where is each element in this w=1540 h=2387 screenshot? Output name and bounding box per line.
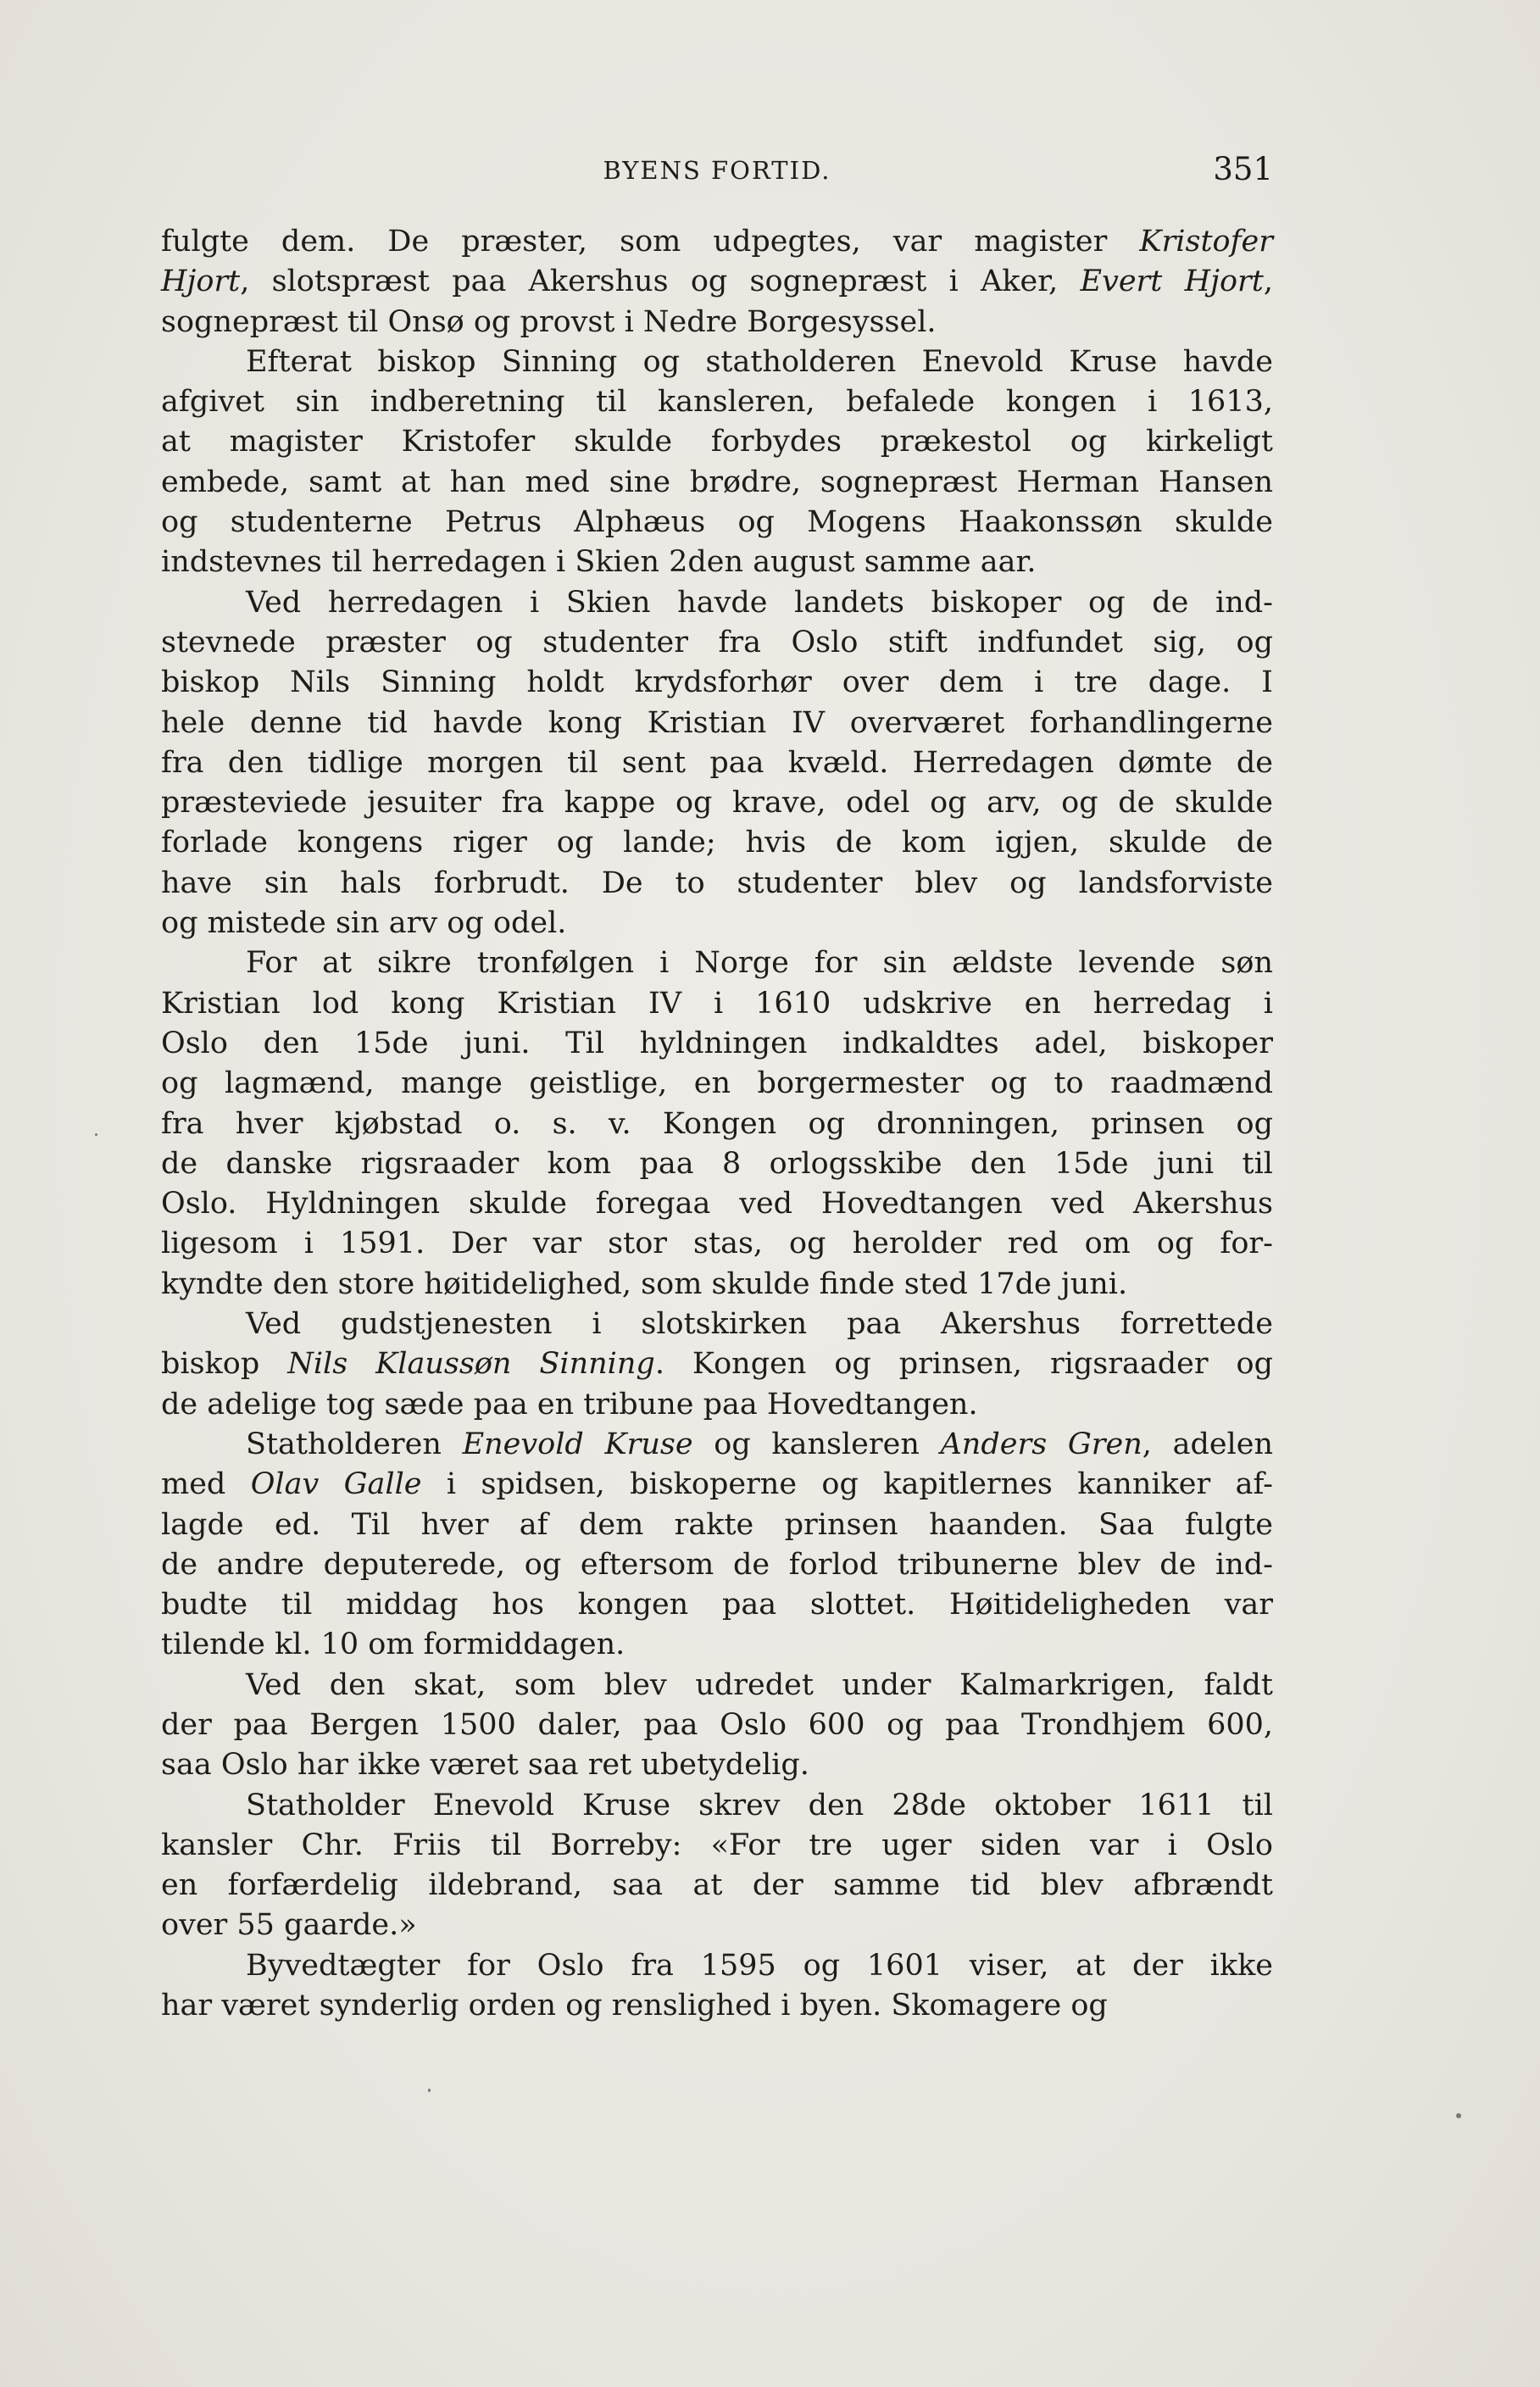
text-line — [161, 342, 1273, 382]
text-line — [161, 1866, 1273, 1906]
text-line — [161, 904, 1273, 943]
text-segment: biskop — [161, 1347, 288, 1382]
scan-speck — [95, 1133, 97, 1136]
text-segment: i spidsen, biskoperne og kapitlernes kanniker af- — [421, 1467, 1273, 1502]
text-segment: have sin hals forbrudt. De to studenter blev og landsforviste — [161, 865, 1273, 900]
text-segment: og kansleren — [692, 1427, 941, 1461]
italic-name: Evert Hjort — [1080, 264, 1264, 299]
text-line — [161, 984, 1273, 1024]
text-segment: , — [1263, 264, 1273, 299]
page-number: 351 — [1213, 151, 1273, 187]
text-line — [161, 583, 1273, 623]
text-segment: saa Oslo har ikke været saa ret ubetydelig. — [161, 1748, 809, 1783]
text-line — [161, 503, 1273, 542]
text-line — [161, 1946, 1273, 1986]
running-title: BYENS FORTID. — [603, 156, 831, 185]
text-line — [161, 743, 1273, 783]
text-segment: , slotspræst paa Akershus og sognepræst i Aker, — [240, 264, 1081, 299]
italic-name: Olav Galle — [250, 1467, 422, 1502]
scan-speck — [1456, 2113, 1461, 2118]
text-segment: Oslo den 15de juni. Til hyldningen indkaldtes adel, biskoper — [161, 1026, 1273, 1060]
text-line — [161, 222, 1273, 262]
scan-speck — [428, 2089, 431, 2092]
text-line — [161, 463, 1273, 503]
text-line — [161, 663, 1273, 703]
text-segment: fra hver kjøbstad o. s. v. Kongen og dronningen, prinsen og — [161, 1106, 1273, 1141]
text-line — [161, 943, 1273, 983]
text-segment: kyndte den store høitidelighed, som skulde finde sted 17de juni. — [161, 1266, 1128, 1301]
text-line — [161, 1545, 1273, 1585]
italic-name: Enevold Kruse — [462, 1427, 693, 1461]
text-line — [161, 1224, 1273, 1264]
text-segment: over 55 gaarde.» — [161, 1908, 417, 1943]
text-line — [161, 542, 1273, 582]
text-line — [161, 1305, 1273, 1344]
paragraph — [161, 1946, 1273, 2027]
text-line — [161, 1625, 1273, 1665]
text-line — [161, 704, 1273, 743]
text-segment: en forfærdelig ildebrand, saa at der samme tid blev afbrændt — [161, 1868, 1273, 1903]
text-line — [161, 1064, 1273, 1104]
text-line — [161, 382, 1273, 422]
paragraph — [161, 1305, 1273, 1425]
text-segment: Ved herredagen i Skien havde landets biskoper og de ind- — [246, 585, 1273, 620]
text-segment: forlade kongens riger og lande; hvis de kom igjen, skulde de — [161, 826, 1273, 860]
text-segment: og mistede sin arv og odel. — [161, 906, 567, 941]
text-segment: lagde ed. Til hver af dem rakte prinsen haanden. Saa fulgte — [161, 1507, 1273, 1542]
text-segment: afgivet sin indberetning til kansleren, befalede kongen i 1613, — [161, 385, 1273, 420]
text-segment: Ved gudstjenesten i slotskirken paa Akershus forrettede — [246, 1307, 1273, 1342]
text-segment: Oslo. Hyldningen skulde foregaa ved Hovedtangen ved Akershus — [161, 1187, 1273, 1221]
text-segment: For at sikre tronfølgen i Norge for sin ældste levende søn — [246, 946, 1273, 981]
text-line — [161, 1826, 1273, 1866]
text-segment: sognepræst til Onsø og provst i Nedre Borgesyssel. — [161, 304, 937, 339]
text-line — [161, 1906, 1273, 1945]
text-segment: tilende kl. 10 om formiddagen. — [161, 1628, 625, 1662]
text-line — [161, 1385, 1273, 1425]
text-segment: der paa Bergen 1500 daler, paa Oslo 600 og paa Trondhjem 600, — [161, 1707, 1273, 1742]
text-segment: Kristian lod kong Kristian IV i 1610 udskrive en herredag i — [161, 986, 1273, 1021]
text-segment: de andre deputerede, og eftersom de forlod tribunerne blev de ind- — [161, 1547, 1273, 1582]
text-segment: Statholderen — [246, 1427, 463, 1461]
text-segment: stevnede præster og studenter fra Oslo stift indfundet sig, og — [161, 625, 1273, 659]
text-line — [161, 1184, 1273, 1224]
paragraph — [161, 583, 1273, 944]
text-segment: ligesom i 1591. Der var stor stas, og herolder red om og for- — [161, 1227, 1273, 1261]
text-line — [161, 1104, 1273, 1144]
text-segment: embede, samt at han med sine brødre, sognepræst Herman Hansen — [161, 465, 1273, 499]
text-segment: biskop Nils Sinning holdt krydsforhør over dem i tre dage. I — [161, 665, 1273, 700]
text-line — [161, 623, 1273, 663]
text-segment: Statholder Enevold Kruse skrev den 28de oktober 1611 til — [246, 1788, 1273, 1822]
text-line — [161, 1585, 1273, 1625]
text-line — [161, 262, 1273, 302]
body-text — [161, 222, 1273, 2026]
text-line — [161, 864, 1273, 904]
text-line — [161, 303, 1273, 342]
text-segment: , adelen — [1142, 1427, 1274, 1461]
text-segment: har været synderlig orden og renslighed i byen. Skomagere og — [161, 1989, 1108, 2023]
text-segment: de adelige tog sæde paa en tribune paa Hovedtangen. — [161, 1387, 978, 1422]
text-segment: Byvedtægter for Oslo fra 1595 og 1601 viser, at der ikke — [246, 1948, 1273, 1983]
italic-name: Kristofer — [1139, 225, 1273, 259]
text-line — [161, 823, 1273, 863]
text-segment: præsteviede jesuiter fra kappe og krave, odel og arv, og de skulde — [161, 786, 1273, 821]
text-segment: Efterat biskop Sinning og statholderen Enevold Kruse havde — [246, 344, 1273, 379]
text-segment: de danske rigsraader kom paa 8 orlogsskibe den 15de juni til — [161, 1146, 1273, 1181]
text-line — [161, 1786, 1273, 1826]
text-line — [161, 1666, 1273, 1705]
running-head — [161, 151, 1273, 193]
paragraph — [161, 1786, 1273, 1946]
text-line — [161, 1986, 1273, 2026]
text-line — [161, 1745, 1273, 1785]
paragraph — [161, 943, 1273, 1305]
text-line — [161, 1265, 1273, 1305]
text-line — [161, 1344, 1273, 1384]
text-line — [161, 783, 1273, 823]
text-line — [161, 422, 1273, 462]
text-segment: fra den tidlige morgen til sent paa kvæld. Herredagen dømte de — [161, 745, 1273, 780]
text-line — [161, 1505, 1273, 1545]
paragraph — [161, 222, 1273, 342]
text-line — [161, 1024, 1273, 1064]
text-segment: at magister Kristofer skulde forbydes prækestol og kirkeligt — [161, 425, 1273, 459]
text-segment: fulgte dem. De præster, som udpegtes, var magister — [161, 225, 1140, 259]
text-line — [161, 1705, 1273, 1745]
italic-name: Anders Gren — [940, 1427, 1142, 1461]
text-segment: med — [161, 1467, 251, 1502]
text-segment: indstevnes til herredagen i Skien 2den august samme aar. — [161, 545, 1037, 580]
italic-name: Hjort — [161, 264, 241, 299]
paragraph — [161, 342, 1273, 583]
text-segment: og studenterne Petrus Alphæus og Mogens Haakonssøn skulde — [161, 505, 1273, 540]
text-segment: . Kongen og prinsen, rigsraader og — [654, 1347, 1274, 1382]
text-segment: Ved den skat, som blev udredet under Kalmarkrigen, faldt — [246, 1667, 1273, 1702]
italic-name: Nils Klaussøn Sinning — [287, 1347, 655, 1382]
text-segment: hele denne tid havde kong Kristian IV overværet forhandlingerne — [161, 705, 1273, 740]
text-line — [161, 1144, 1273, 1184]
text-line — [161, 1425, 1273, 1465]
paragraph — [161, 1425, 1273, 1666]
text-segment: og lagmænd, mange geistlige, en borgermester og to raadmænd — [161, 1066, 1273, 1101]
text-segment: kansler Chr. Friis til Borreby: «For tre uger siden var i Oslo — [161, 1828, 1273, 1862]
text-segment: budte til middag hos kongen paa slottet. Høitideligheden var — [161, 1588, 1273, 1622]
paragraph — [161, 1666, 1273, 1786]
text-line — [161, 1465, 1273, 1505]
